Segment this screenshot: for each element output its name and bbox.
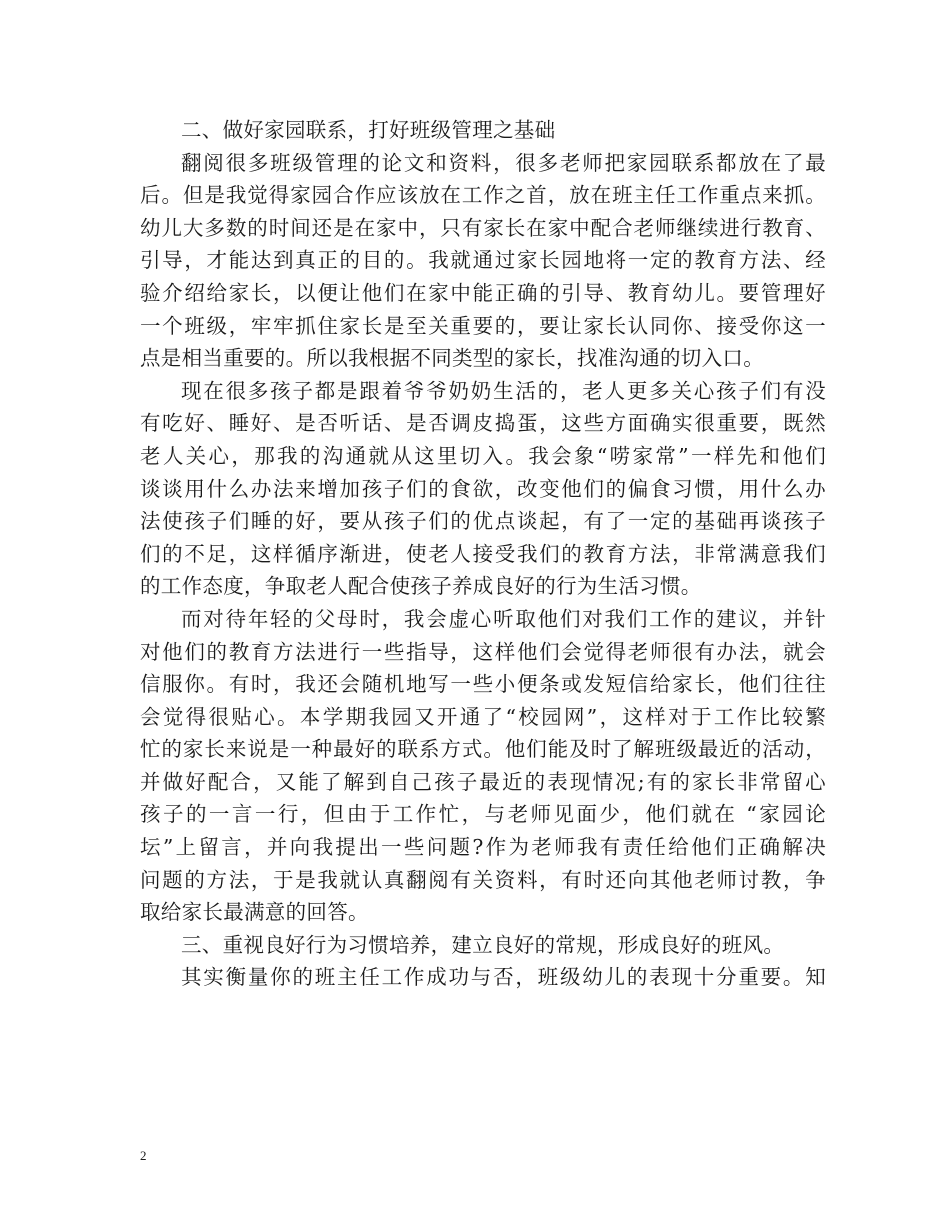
text-line: 幼儿大多数的时间还是在家中，只有家长在家中配合老师继续进行教育、 <box>140 215 826 240</box>
text-line: 会觉得很贴心。本学期我园又开通了“校园网”，这样对于工作比较繁 <box>140 704 826 729</box>
document-body <box>140 114 826 994</box>
text-line: 点是相当重要的。所以我根据不同类型的家长，找准沟通的切入口。 <box>140 346 764 371</box>
text-line: 现在很多孩子都是跟着爷爷奶奶生活的，老人更多关心孩子们有没 <box>181 378 826 403</box>
text-line: 孩子的一言一行，但由于工作忙，与老师见面少，他们就在 “家园论 <box>140 802 826 827</box>
text-line: 法使孩子们睡的好，要从孩子们的优点谈起，有了一定的基础再谈孩子 <box>140 509 826 534</box>
text-line: 翻阅很多班级管理的论文和资料，很多老师把家园联系都放在了最 <box>181 150 826 175</box>
text-line: 验介绍给家长，以便让他们在家中能正确的引导、教育幼儿。要管理好 <box>140 280 826 305</box>
text-line: 并做好配合，又能了解到自己孩子最近的表现情况;有的家长非常留心 <box>140 769 826 794</box>
text-line: 有吃好、睡好、是否听话、是否调皮捣蛋，这些方面确实很重要，既然 <box>140 411 826 436</box>
text-line: 其实衡量你的班主任工作成功与否，班级幼儿的表现十分重要。知 <box>181 965 826 990</box>
text-line: 忙的家长来说是一种最好的联系方式。他们能及时了解班级最近的活动， <box>140 737 826 762</box>
text-line: 们的不足，这样循序渐进，使老人接受我们的教育方法，非常满意我们 <box>140 541 826 566</box>
text-line: 引导，才能达到真正的目的。我就通过家长园地将一定的教育方法、经 <box>140 248 826 273</box>
text-line: 而对待年轻的父母时，我会虚心听取他们对我们工作的建议，并针 <box>181 606 826 631</box>
text-line: 对他们的教育方法进行一些指导，这样他们会觉得老师很有办法，就会 <box>140 639 826 664</box>
section-heading-3: 三、重视良好行为习惯培养，建立良好的常规，形成良好的班风。 <box>181 932 785 957</box>
text-line: 的工作态度，争取老人配合使孩子养成良好的行为生活习惯。 <box>140 574 702 599</box>
text-line: 问题的方法，于是我就认真翻阅有关资料，有时还向其他老师讨教，争 <box>140 867 826 892</box>
text-line: 取给家长最满意的回答。 <box>140 900 369 925</box>
page-number: 2 <box>140 1148 147 1163</box>
section-heading-2: 二、做好家园联系，打好班级管理之基础 <box>181 118 556 142</box>
text-line: 信服你。有时，我还会随机地写一些小便条或发短信给家长，他们往往 <box>140 672 826 697</box>
text-line: 一个班级，牢牢抓住家长是至关重要的，要让家长认同你、接受你这一 <box>140 313 826 338</box>
text-line: 后。但是我觉得家园合作应该放在工作之首，放在班主任工作重点来抓。 <box>140 183 826 208</box>
text-line: 坛”上留言，并向我提出一些问题?作为老师我有责任给他们正确解决 <box>140 835 826 860</box>
text-line: 老人关心，那我的沟通就从这里切入。我会象“唠家常”一样先和他们 <box>140 443 826 468</box>
text-line: 谈谈用什么办法来增加孩子们的食欲，改变他们的偏食习惯，用什么办 <box>140 476 826 501</box>
